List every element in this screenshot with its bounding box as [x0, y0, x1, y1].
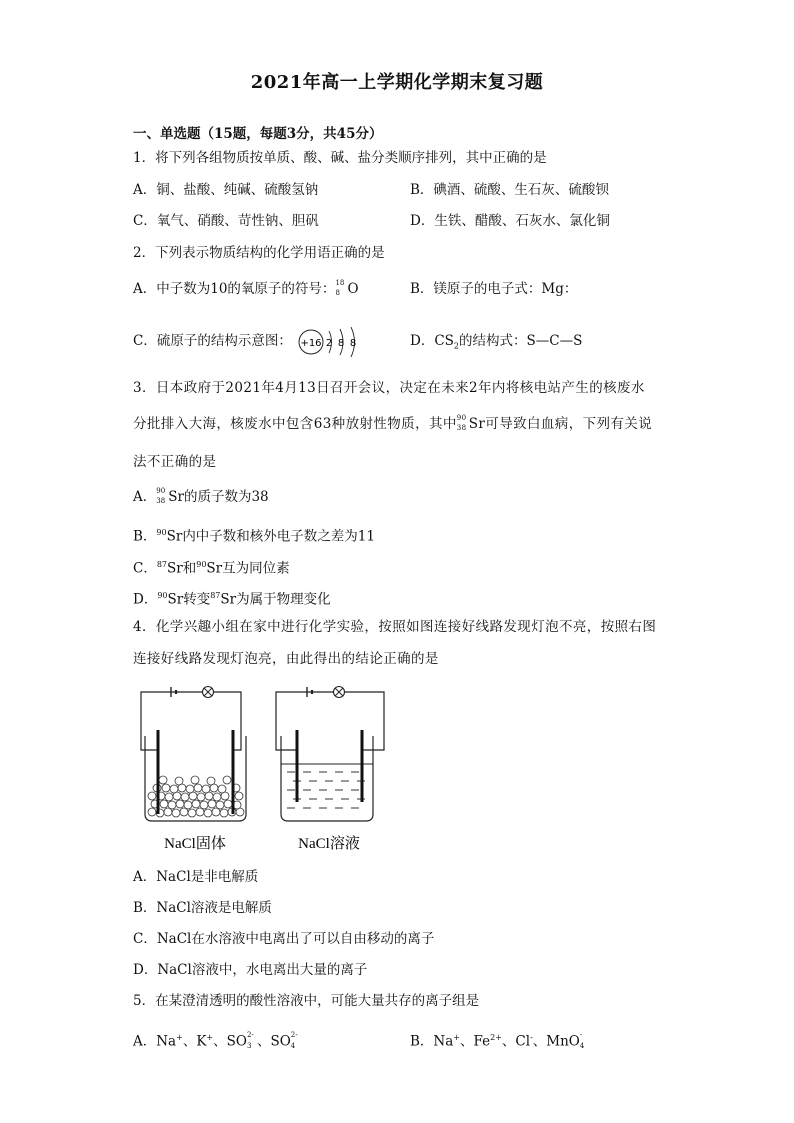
- q3-line-3: 法不正确的是: [133, 454, 217, 470]
- element-symbol: Sr: [220, 591, 237, 608]
- mass-number: 90: [157, 591, 168, 600]
- subscript: 4: [579, 1042, 585, 1050]
- charge: 2-: [290, 1031, 298, 1039]
- left-circuit: [141, 687, 246, 822]
- q3-option-b: [133, 523, 375, 547]
- right-figure-label: NaCl溶液: [298, 836, 360, 852]
- q2-option-d: [410, 331, 582, 357]
- q2-option-a-text: A．中子数为10的氧原子的符号：: [133, 281, 336, 297]
- option-text: 、SO: [213, 1033, 247, 1050]
- q5-option-b: [410, 1028, 590, 1052]
- charge: 2-: [246, 1031, 254, 1039]
- option-text: 、K: [182, 1033, 207, 1050]
- section-heading: 一、单选题（15题，每题3分，共45分）: [133, 126, 383, 142]
- q2-option-d-text: D．CS: [410, 333, 454, 349]
- q2-option-c-text: C．硫原子的结构示意图：: [133, 333, 292, 349]
- q3-option-c-text: 互为同位素: [222, 560, 290, 577]
- q1-option-d: D．生铁、醋酸、石灰水、氯化铜: [410, 213, 610, 229]
- atomic-number: 38: [456, 424, 467, 432]
- left-figure-label: NaCl固体: [164, 836, 226, 852]
- element-symbol: O: [347, 281, 359, 297]
- q2-option-b: B．镁原子的电子式：Mg：: [410, 281, 578, 297]
- option-letter: A．: [133, 489, 157, 505]
- subscript: 3: [246, 1042, 252, 1050]
- q3-line-2: [133, 414, 652, 434]
- q4-line-1: 4．化学兴趣小组在家中进行化学实验，按照如图连接好线路发现灯泡不亮，按照右图: [133, 619, 657, 635]
- connector-text: 和: [182, 560, 197, 577]
- element-symbol: Sr: [167, 591, 184, 608]
- mass-number: 18: [335, 279, 345, 287]
- element-symbol: Sr: [168, 489, 184, 505]
- q1-option-c: C．氧气、硝酸、苛性钠、胆矾: [133, 213, 319, 229]
- q1-stem: 1．将下列各组物质按单质、酸、碱、盐分类顺序排列，其中正确的是: [133, 150, 547, 166]
- option-letter: C．: [133, 560, 157, 577]
- mass-number: 90: [156, 487, 166, 495]
- charge: 2+: [490, 1033, 502, 1042]
- q2-option-d-text-2: 的结构式：S—C—S: [459, 333, 583, 349]
- q3-option-b-text: 内中子数和核外电子数之差为11: [182, 528, 375, 545]
- q1-option-a: A．铜、盐酸、纯碱、硫酸氢钠: [133, 182, 319, 198]
- shell-1-count: 2: [325, 337, 333, 349]
- q4-option-a: A．NaCl是非电解质: [133, 869, 259, 885]
- q2-option-a: [133, 279, 359, 299]
- q2-stem: 2．下列表示物质结构的化学用语正确的是: [133, 245, 385, 261]
- option-letter: B．: [133, 528, 157, 545]
- q3-option-d-text: 为属于物理变化: [236, 591, 331, 608]
- option-letter: D．: [133, 591, 158, 608]
- charge: +: [206, 1033, 214, 1042]
- ion-script: [579, 1028, 590, 1050]
- q3-option-a-text: 的质子数为38: [183, 489, 269, 505]
- q4-line-2: 连接好线路发现灯泡亮，由此得出的结论正确的是: [133, 651, 439, 667]
- sr90-nuclide: [156, 487, 168, 507]
- charge: -: [579, 1031, 583, 1039]
- q4-option-b: B．NaCl溶液是电解质: [133, 900, 272, 916]
- atomic-number: 8: [335, 289, 340, 297]
- q3-option-a: [133, 487, 269, 507]
- atomic-number: 38: [156, 497, 166, 505]
- nucleus-charge: +16: [300, 337, 322, 349]
- q2-option-c: [133, 326, 368, 356]
- q5-stem: 5．在某澄清透明的酸性溶液中，可能大量共存的离子组是: [133, 993, 480, 1009]
- element-symbol: Sr: [468, 416, 486, 432]
- option-text: 、SO: [256, 1033, 291, 1050]
- option-text: 、Fe: [460, 1033, 491, 1050]
- charge: -: [530, 1033, 533, 1042]
- q3-option-c: [133, 555, 290, 579]
- q1-option-b: B．碘酒、硫酸、生石灰、硫酸钡: [410, 182, 609, 198]
- sulfur-atom-diagram: [296, 327, 368, 357]
- q3-line-2-text-2: 可导致白血病，下列有关说: [485, 416, 653, 432]
- ion-script: [246, 1028, 257, 1050]
- shell-3-count: 8: [349, 337, 357, 349]
- mass-number: 90: [196, 560, 207, 569]
- ion-script: [290, 1028, 301, 1050]
- option-text: A．Na: [133, 1033, 177, 1050]
- option-text: 、Cl: [501, 1033, 531, 1050]
- q4-option-c: C．NaCl在水溶液中电离出了可以自由移动的离子: [133, 931, 435, 947]
- option-text: B．Na: [410, 1033, 454, 1050]
- sr90-nuclide: [457, 414, 469, 434]
- q3-option-d: [133, 586, 331, 610]
- right-circuit: [276, 687, 384, 822]
- element-symbol: Sr: [206, 560, 223, 577]
- page-title: 2021年高一上学期化学期末复习题: [250, 72, 544, 93]
- q4-option-d: D．NaCl溶液中，水电离出大量的离子: [133, 962, 368, 978]
- connector-text: 转变: [183, 591, 211, 608]
- q3-line-2-text: 分批排入大海，核废水中包含63种放射性物质，其中: [133, 416, 457, 432]
- mass-number: 87: [210, 591, 221, 600]
- element-symbol: Sr: [167, 560, 183, 577]
- option-text: 、MnO: [532, 1033, 580, 1050]
- element-symbol: Sr: [166, 528, 183, 545]
- charge: +: [176, 1033, 183, 1042]
- mass-number: 87: [156, 560, 168, 569]
- conductivity-experiment-figure: [133, 684, 393, 856]
- q5-option-a: [133, 1028, 301, 1052]
- subscript: 2: [453, 341, 459, 351]
- mass-number: 90: [456, 414, 467, 422]
- charge: +: [453, 1033, 460, 1042]
- q3-line-1: 3．日本政府于2021年4月13日召开会议，决定在未来2年内将核电站产生的核废水: [133, 380, 645, 396]
- mass-number: 90: [156, 528, 167, 537]
- oxygen-isotope: [335, 279, 347, 299]
- subscript: 4: [290, 1042, 296, 1050]
- shell-2-count: 8: [337, 337, 345, 349]
